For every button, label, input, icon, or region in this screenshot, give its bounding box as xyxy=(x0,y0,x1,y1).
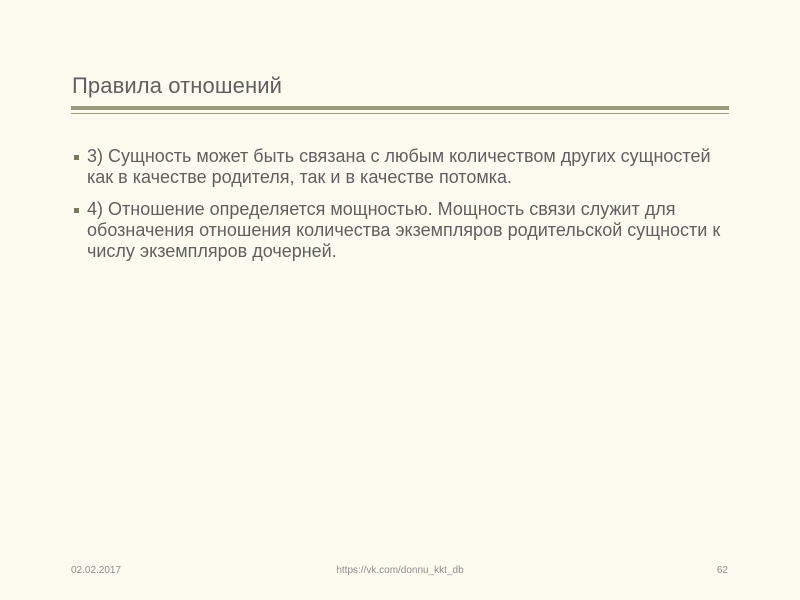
square-bullet-icon xyxy=(74,155,79,160)
bullet-list xyxy=(72,146,732,273)
footer-url: https://vk.com/donnu_kkt_db xyxy=(336,565,464,576)
bullet-item-1 xyxy=(72,146,732,188)
title-divider-thick xyxy=(71,106,729,110)
bullet-text: 3) Сущность может быть связана с любым количеством других сущностей как в качестве родителя, так и в качестве потомка. xyxy=(87,146,711,187)
title-divider-thin xyxy=(71,113,729,114)
bullet-item-2 xyxy=(72,199,732,262)
square-bullet-icon xyxy=(74,208,79,213)
footer-date: 02.02.2017 xyxy=(71,565,122,576)
slide-title: Правила отношений xyxy=(72,73,282,98)
slide-number: 62 xyxy=(716,565,728,576)
bullet-text: 4) Отношение определяется мощностью. Мощность связи служит для обозначения отношения количества экземпляров родительской сущности к числу экземпляров дочерней. xyxy=(87,199,721,261)
